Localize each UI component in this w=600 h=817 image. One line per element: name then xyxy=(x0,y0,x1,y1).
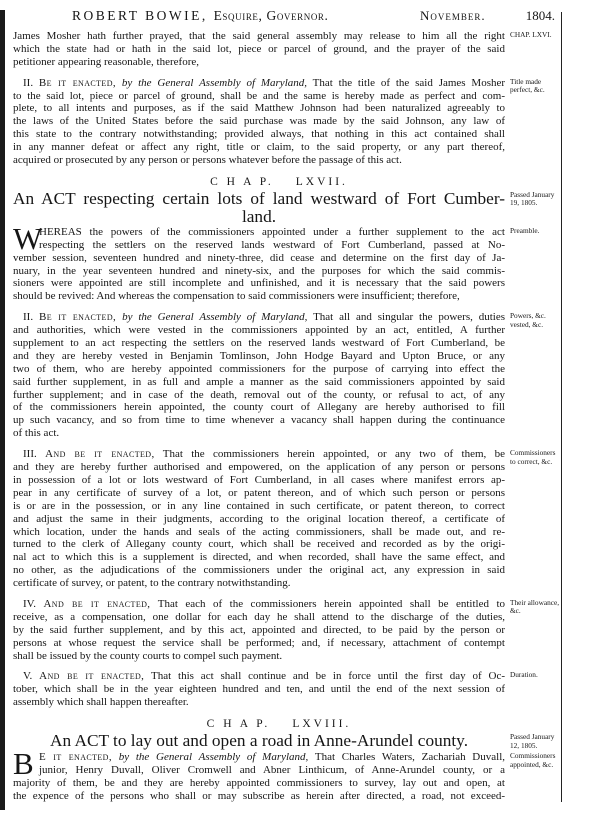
text-line: plete, to all intents and purposes, as if the said Matthew Johnson had been naturalized agreeably to xyxy=(13,102,505,115)
text-line: tober, which shall be in the year eighteen hundred and ten, and until the end of the next session of xyxy=(13,683,505,696)
header-year: 1804. xyxy=(525,8,555,23)
text-line: and adjust the same in their judgments, according to the original location thereof, a certificate of xyxy=(13,512,505,525)
line-text: That each of the commissioners herein appointed shall be entitled to xyxy=(157,597,505,610)
text-line: which location, under the hands and seals of the acting commissioners, shall be made out, and re- xyxy=(13,525,505,538)
text-line xyxy=(13,77,505,90)
margin-note: Commissioners appointed, &c. xyxy=(510,751,556,769)
section-paragraph xyxy=(13,311,546,440)
text-line: acquired or prosecuted by any person or persons whatever before the passage of this act. xyxy=(13,154,402,167)
enacting-clause: Be it enacted, xyxy=(38,311,117,324)
text-line xyxy=(13,670,505,683)
header-title: Esquire, Governor. xyxy=(213,8,329,23)
text-line: two of them, who are hereby appointed commissioners for the purpose of carrying into effect the xyxy=(13,362,505,375)
act-title-line: An ACT to lay out and open a road in Anne-Arundel county. xyxy=(49,732,469,751)
chapter-label: C H A P. xyxy=(206,718,271,731)
text-line: turned to the clerk of Allegany county court, which shall be received and recorded as by the origi- xyxy=(13,538,505,551)
margin-note: Passed January 19, 1805. xyxy=(510,189,555,208)
enacting-authority: by the General Assembly of Maryland, xyxy=(121,76,307,89)
text-line: further supplement; and in case of the death, removal out of the county, or refusal to act, of any xyxy=(13,388,505,401)
text-line: no other, as the adjudications of the commissioners under the original act, any expression in said xyxy=(13,564,505,577)
text-line xyxy=(13,751,505,764)
act-title-line: An ACT respecting certain lots of land westward of Fort Cumber- xyxy=(13,189,505,208)
line-text: That all and singular the powers, duties xyxy=(313,311,505,324)
header-month: November. xyxy=(420,8,486,23)
text-line: in possession of a lot or lots westward of Fort Cumberland, in all cases where manifest errors ap- xyxy=(13,473,505,486)
section-paragraph xyxy=(13,30,552,69)
section-paragraph xyxy=(13,220,540,303)
margin-note: Passed January 12, 1805. xyxy=(510,732,555,750)
line-text: That Charles Waters, Zachariah Duvall, xyxy=(314,751,505,764)
text-line: sioners were appointed are still incomplete and unfinished, and it is necessary that the said powers xyxy=(13,277,505,290)
text-line: of the commissioners herein appointed, the county court of Allegany are hereby authorised to fill xyxy=(13,401,505,414)
text-line: vember session, seventeen hundred and ninety-three, did cease and determine on the first day of Ja- xyxy=(13,251,505,264)
header-governor xyxy=(72,8,329,24)
text-line: up such vacancy, and so from time to time whenever a vacancy shall happen during the continuance xyxy=(13,414,505,427)
section-number: III. xyxy=(23,448,37,461)
margin-note: Their allowance, &c. xyxy=(510,597,560,616)
text-line: this state to the contrary notwithstanding; provided always, that nothing in this act contained shall xyxy=(13,128,505,141)
header-name: ROBERT BOWIE, xyxy=(72,8,208,23)
text-line: in any manner defeat or affect any right, title or claim, to the said property, or any part thereof, xyxy=(13,141,505,154)
section-number: II. xyxy=(23,311,34,324)
text-line: HEREAS the powers of the commissioners appointed under a further supplement to the act xyxy=(39,225,505,238)
text-line: petitioner appearing reasonable, therefore, xyxy=(13,55,199,68)
text-line: said further supplement, in as full and ample a manner as the said commissioners appointed by said xyxy=(13,375,505,388)
text-line: to the said lot, piece or parcel of ground, shall be and the same is hereby made as perfect and com- xyxy=(13,89,505,102)
text-line: the laws of the United States before the said purchase was made by the said Johnson, any law of xyxy=(13,115,505,128)
text-line: shall be issued by the county courts to compel such payment. xyxy=(13,649,283,662)
text-line xyxy=(13,311,505,324)
enacting-authority: by the General Assembly of Maryland, xyxy=(122,311,308,324)
text-line: assembly which shall happen thereafter. xyxy=(13,696,189,709)
text-line: nuary, in the year seventeen hundred and ninety-six, and the purposes for which the said commis- xyxy=(13,264,505,277)
document-body xyxy=(13,30,560,811)
line-text: That the commissioners herein appointed, or any two of them, be xyxy=(162,448,505,461)
enacting-clause: And be it enacted, xyxy=(43,597,151,610)
chapter-number: LXVIII. xyxy=(292,718,352,731)
section-number: V. xyxy=(23,670,33,683)
section-paragraph xyxy=(13,670,538,709)
enacting-clause: Be it enacted, xyxy=(38,76,117,89)
margin-note: Duration. xyxy=(510,670,538,680)
text-line: persons at whose request the service shall be performed; and, if necessary, attachment of contempt xyxy=(13,636,505,649)
section-number: IV. xyxy=(23,597,36,610)
scan-edge xyxy=(0,10,5,810)
section-paragraph xyxy=(13,76,545,167)
section-number: II. xyxy=(23,76,34,89)
line-text: That the title of the said James Mosher xyxy=(312,76,505,89)
enacting-clause: And be it enacted, xyxy=(39,670,145,683)
text-line: majority of them, be and they are hereby appointed commissioners to survey, lay out and open, at xyxy=(13,776,505,789)
running-header xyxy=(60,8,555,28)
chapter-number: LXVII. xyxy=(295,175,348,188)
text-line: by the said further supplement, and by this act, appointed and directed, to be paid by the person or xyxy=(13,623,505,636)
section-paragraph xyxy=(13,448,556,590)
enacting-clause: And be it enacted, xyxy=(45,448,155,461)
act-title-line: land. xyxy=(241,206,277,226)
enacting-authority: by the General Assembly of Maryland, xyxy=(118,751,309,764)
text-line: and they are hereby vested in Benjamin Tomlinson, John Hodge Bayard and Upton Bruce, or any xyxy=(13,349,505,362)
margin-note: Powers, &c. vested, &c. xyxy=(510,311,546,329)
text-line: and authorities, which were vested in the commissioners appointed by an act, entitled, A further xyxy=(13,324,505,337)
chapter-label: C H A P. xyxy=(210,175,274,188)
drop-capital: W xyxy=(13,220,43,256)
margin-note: Title made perfect, &c. xyxy=(510,76,545,95)
section-paragraph xyxy=(13,746,556,803)
act-title xyxy=(13,189,555,226)
section-paragraph xyxy=(13,597,560,662)
text-line: receive, as a compensation, one dollar for each day he shall attend to the discharge of the duties, xyxy=(13,610,505,623)
margin-note: Commissioners to correct, &c. xyxy=(510,448,556,466)
text-line: respecting the settlers on the reserved lands westward of Fort Cumberland, passed at No- xyxy=(39,238,505,251)
text-line: which the state had or hath in the said lot, piece or parcel of ground, and the prayer of the said xyxy=(13,42,505,55)
text-line: of this act. xyxy=(13,427,60,440)
chapter-heading xyxy=(53,175,505,190)
enacting-clause: E it enacted, xyxy=(39,751,113,764)
text-line: certificate of survey, or patent, to the contrary notwithstanding. xyxy=(13,577,291,590)
line-text: That this act shall continue and be in force until the first day of Oc- xyxy=(151,670,505,683)
text-line: and they are hereby further authorised and empowered, on the application of any person or persons xyxy=(13,461,505,474)
chapter-heading xyxy=(53,717,505,732)
text-line: supplement to an act respecting the settlers on the reserved lands westward of Fort Cumberland, be xyxy=(13,337,505,350)
text-line xyxy=(13,598,505,611)
act-title xyxy=(13,732,555,751)
text-line: is or are in the possession, or in any line contained in such certificate, or patent thereon, to correct xyxy=(13,499,505,512)
text-line xyxy=(13,448,505,461)
margin-note: Preamble. xyxy=(510,225,540,235)
text-line: the expence of the persons who shall or may subscribe as herein after directed, a road, not exceed- xyxy=(13,789,505,802)
drop-capital: B xyxy=(13,746,34,782)
margin-rule xyxy=(561,12,562,802)
margin-note: CHAP. LXVI. xyxy=(510,30,552,39)
text-line: nal act to which this is a supplement is directed, and when recorded, shall have the same effect, and xyxy=(13,551,505,564)
text-line: pear in any certificate of survey of a lot, or patent thereon, and of which such person or persons xyxy=(13,486,505,499)
text-line: James Mosher hath further prayed, that the said general assembly may release to him all the right xyxy=(13,30,505,42)
text-line: should be revived: And whereas the compensation to said commissioners were insufficient; therefore, xyxy=(13,290,460,303)
text-line: junior, Henry Duvall, Oliver Cromwell and Abner Linthicum, of Anne-Arundel county, or a xyxy=(39,763,505,776)
